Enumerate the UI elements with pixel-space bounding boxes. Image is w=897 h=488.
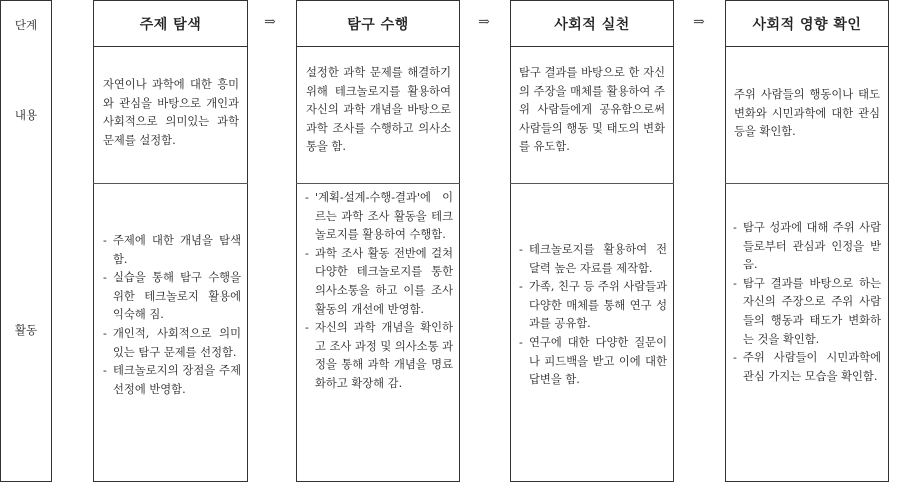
activity-item: - 테크놀로지의 장점을 주제 선정에 반영함. bbox=[103, 362, 241, 399]
activity-item: - 주제에 대한 개념을 탐색함. bbox=[103, 232, 241, 269]
activity-list-1 bbox=[103, 232, 241, 399]
activity-item: - 개인적, 사회적으로 의미있는 탐구 문제를 선정함. bbox=[103, 325, 241, 362]
stage-label-column bbox=[0, 0, 52, 482]
stage-title-2: 탐구 수행 bbox=[296, 0, 460, 47]
row-divider bbox=[725, 183, 889, 184]
arrow-icon: ⇒ bbox=[478, 14, 490, 30]
activity-item: - 테크놀로지를 활용하여 전달력 높은 자료를 제작함. bbox=[519, 241, 667, 278]
content-text-3: 탐구 결과를 바탕으로 한 자신의 주장을 매체를 활용하여 주위 사람들에게 공유함으로써 사람들의 행동 및 태도의 변화를 유도함. bbox=[519, 66, 665, 154]
activity-item: - 탐구 결과를 바탕으로 하는 자신의 주장으로 주위 사람들의 행동과 태도가 변화하는 것을 확인함. bbox=[733, 275, 881, 349]
row-label-content: 내용 bbox=[14, 108, 38, 122]
row-divider bbox=[510, 183, 674, 184]
row-label-activity: 활동 bbox=[14, 323, 38, 337]
content-text-1: 자연이나 과학에 대한 흥미와 관심을 바탕으로 개인과 사회적으로 의미있는 과학 문제를 설정함. bbox=[103, 78, 239, 147]
stage-title-4: 사회적 영향 확인 bbox=[725, 0, 889, 47]
arrow-icon: ⇒ bbox=[693, 14, 705, 30]
stage-header-label: 단계 bbox=[14, 18, 38, 32]
activity-item: - 과학 조사 활동 전반에 걸쳐 다양한 테크놀로지를 통한 의사소통을 하고 이를 조사 활동의 개선에 반영함. bbox=[305, 245, 453, 319]
row-divider bbox=[93, 183, 248, 184]
activity-list-2 bbox=[305, 189, 453, 394]
activity-item: - 탐구 성과에 대해 주위 사람들로부터 관심과 인정을 받음. bbox=[733, 219, 881, 275]
stage-title-3: 사회적 실천 bbox=[510, 0, 674, 47]
content-text-2: 설정한 과학 문제를 해결하기 위해 테크놀로지를 활용하여 자신의 과학 개념을 바탕으로 과학 조사를 수행하고 의사소통을 함. bbox=[306, 66, 451, 154]
activity-list-3 bbox=[519, 241, 667, 390]
activity-list-4 bbox=[733, 219, 881, 386]
stage-title-1: 주제 탐색 bbox=[93, 0, 248, 47]
activity-item: - 연구에 대한 다양한 질문이나 피드백을 받고 이에 대한 답변을 함. bbox=[519, 334, 667, 390]
arrow-icon: ⇒ bbox=[264, 14, 276, 30]
activity-item: - 주위 사람들이 시민과학에 관심 가지는 모습을 확인함. bbox=[733, 349, 881, 386]
activity-item: - 실습을 통해 탐구 수행을 위한 테크놀로지 활용에 익숙해 짐. bbox=[103, 269, 241, 325]
activity-item: - 자신의 과학 개념을 확인하고 조사 과정 및 의사소통 과정을 통해 과학 개념을 명료화하고 확장해 감. bbox=[305, 319, 453, 393]
activity-item: - '계획-설계-수행-결과'에 이르는 과학 조사 활동을 테크놀로지를 활용하여 수행함. bbox=[305, 189, 453, 245]
activity-item: - 가족, 친구 등 주위 사람들과 다양한 매체를 통해 연구 성과를 공유함. bbox=[519, 278, 667, 334]
row-divider bbox=[296, 183, 460, 184]
content-text-4: 주위 사람들의 행동이나 태도 변화와 시민과학에 대한 관심 등을 확인함. bbox=[734, 88, 880, 139]
